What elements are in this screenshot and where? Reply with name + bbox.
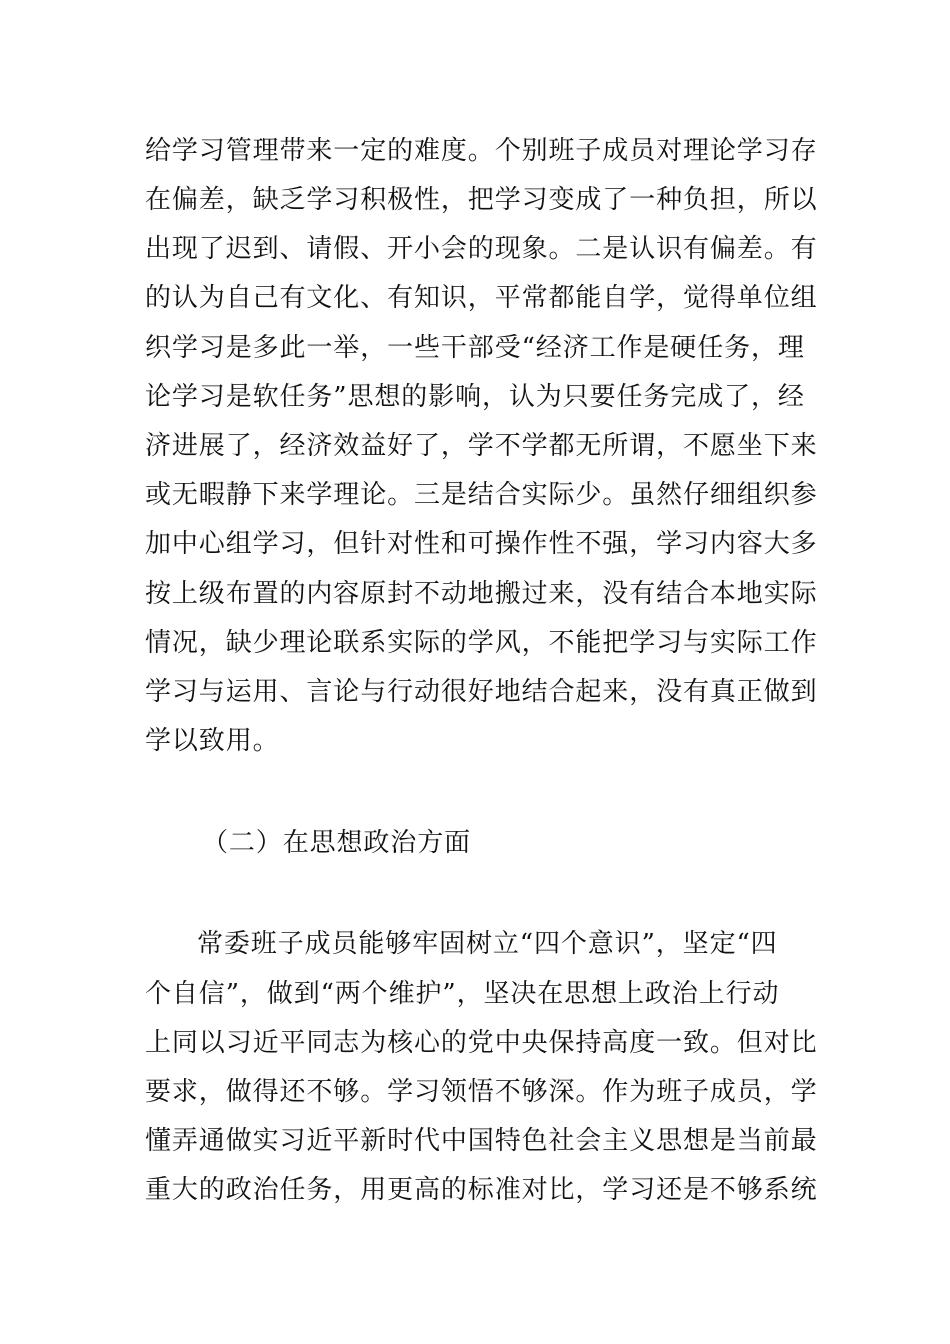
paragraph-line: 给学习管理带来一定的难度。个别班子成员对理论学习存	[145, 136, 818, 166]
paragraph-line: 织学习是多此一举，一些干部受“经济工作是硬任务，理	[145, 333, 805, 363]
paragraph-line: 论学习是软任务”思想的影响，认为只要任务完成了，经	[145, 382, 805, 412]
paragraph-line: 学以致用。	[145, 726, 280, 756]
paragraph-line: 按上级布置的内容原封不动地搬过来，没有结合本地实际	[145, 579, 818, 609]
paragraph-line: 上同以习近平同志为核心的党中央保持高度一致。但对比	[145, 1028, 818, 1058]
paragraph-line: 要求，做得还不够。学习领悟不够深。作为班子成员，学	[145, 1077, 818, 1107]
section-heading: （二）在思想政治方面	[202, 828, 472, 858]
paragraph-line: 学习与运用、言论与行动很好地结合起来，没有真正做到	[145, 677, 818, 707]
paragraph-line: 或无暇静下来学理论。三是结合实际少。虽然仔细组织参	[145, 480, 818, 510]
paragraph-line: 个自信”，做到“两个维护”，坚决在思想上政治上行动	[145, 979, 780, 1009]
paragraph-line: 常委班子成员能够牢固树立“四个意识”，坚定“四	[197, 929, 778, 959]
paragraph-line: 在偏差，缺乏学习积极性，把学习变成了一种负担，所以	[145, 185, 818, 215]
paragraph-line: 济进展了，经济效益好了，学不学都无所谓，不愿坐下来	[145, 431, 818, 461]
paragraph-line: 加中心组学习，但针对性和可操作性不强，学习内容大多	[145, 529, 818, 559]
paragraph-line: 重大的政治任务，用更高的标准对比，学习还是不够系统	[145, 1175, 818, 1205]
paragraph-line: 的认为自己有文化、有知识，平常都能自学，觉得单位组	[145, 283, 818, 313]
paragraph-line: 懂弄通做实习近平新时代中国特色社会主义思想是当前最	[145, 1126, 818, 1156]
paragraph-line: 出现了迟到、请假、开小会的现象。二是认识有偏差。有	[145, 234, 818, 264]
paragraph-line: 情况，缺少理论联系实际的学风，不能把学习与实际工作	[145, 628, 818, 658]
